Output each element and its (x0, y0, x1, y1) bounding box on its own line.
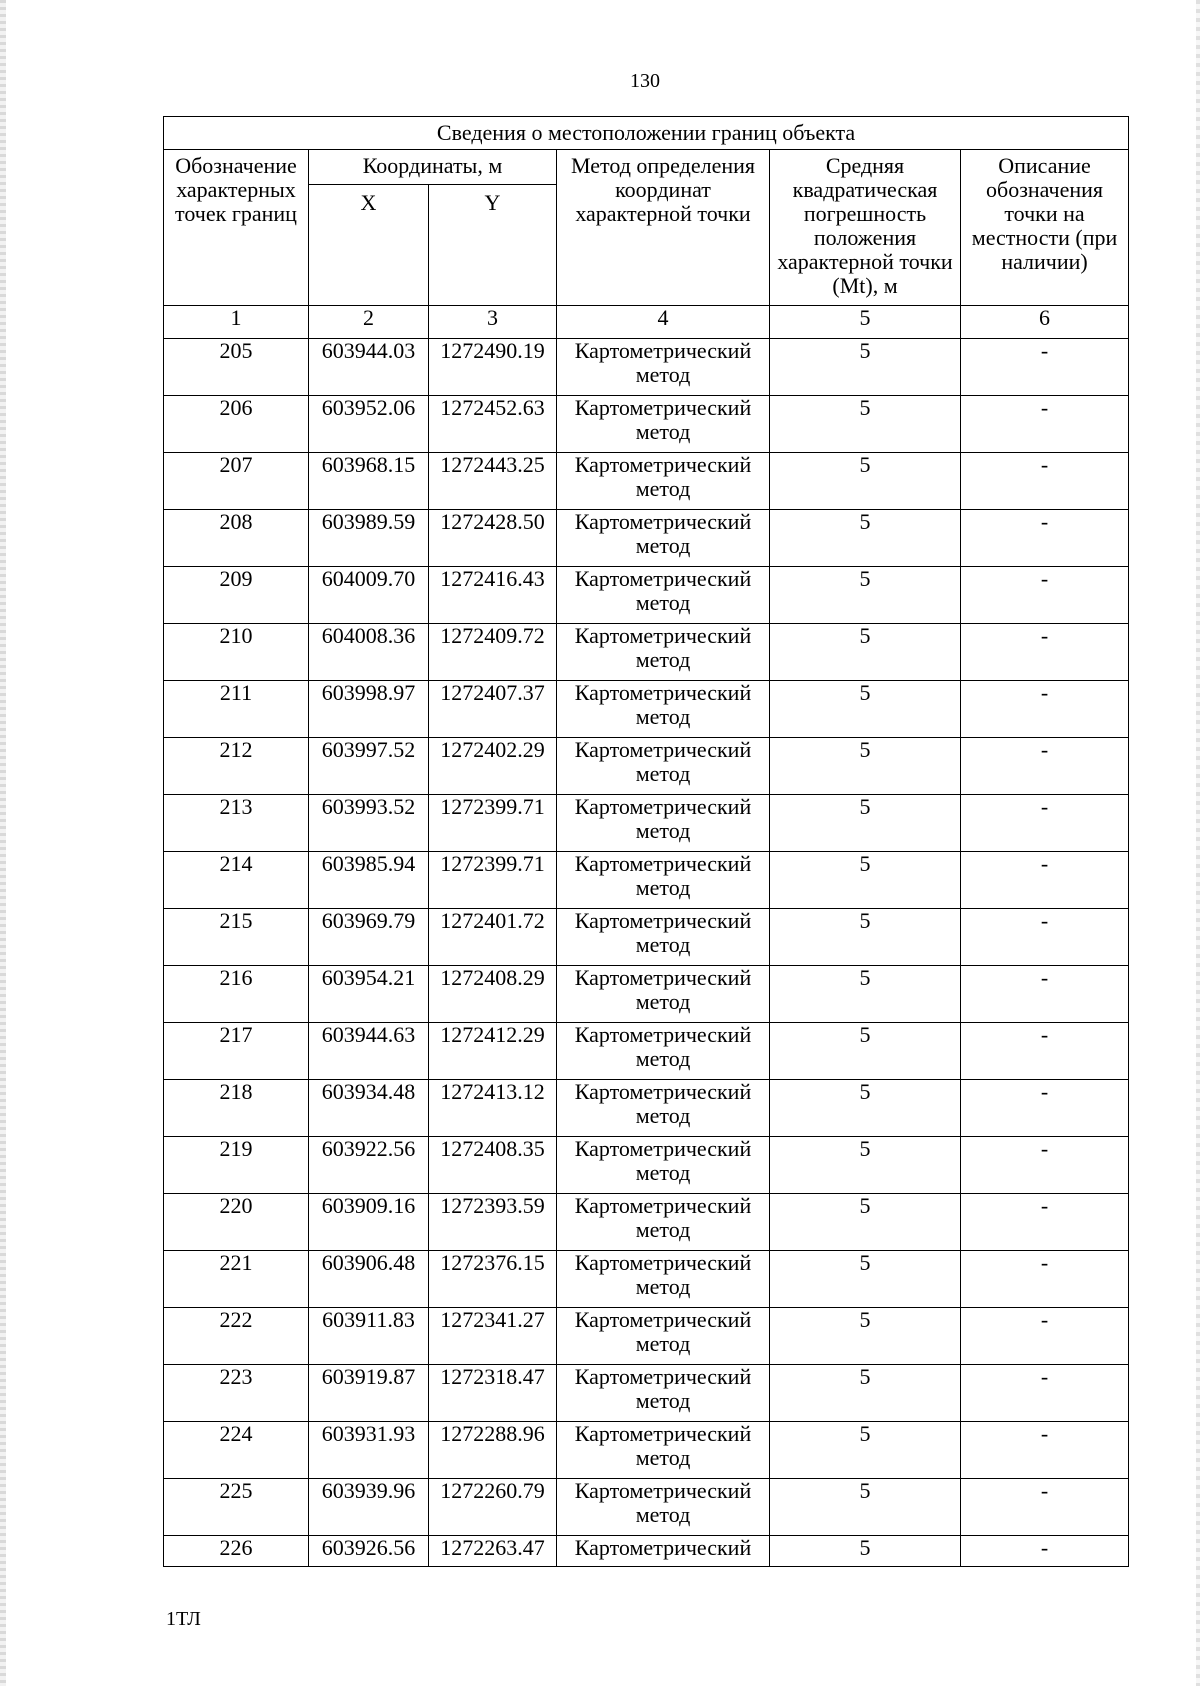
point-description: - (961, 1023, 1129, 1080)
scan-edge-right (1196, 0, 1200, 1686)
point-description: - (961, 681, 1129, 738)
method-cell (557, 339, 770, 396)
method-line-1: Картометрический (574, 395, 752, 420)
mean-square-error: 5 (770, 1536, 961, 1567)
boundary-table (163, 116, 1129, 1567)
coordinate-x: 603998.97 (309, 681, 429, 738)
method-line-1: Картометрический (574, 680, 752, 705)
point-designation: 207 (164, 453, 309, 510)
coordinate-y: 1272443.25 (429, 453, 557, 510)
column-number: 6 (961, 306, 1129, 339)
method-cell (557, 1251, 770, 1308)
scan-edge-left (0, 0, 6, 1686)
mean-square-error: 5 (770, 1023, 961, 1080)
point-description: - (961, 1194, 1129, 1251)
table-row (164, 1536, 1129, 1567)
method-cell (557, 453, 770, 510)
coordinate-x: 603939.96 (309, 1479, 429, 1536)
method-line-1: Картометрический (574, 965, 752, 990)
coordinate-y: 1272341.27 (429, 1308, 557, 1365)
point-designation: 224 (164, 1422, 309, 1479)
coordinate-y: 1272490.19 (429, 339, 557, 396)
header-y: Y (429, 185, 557, 306)
point-designation: 209 (164, 567, 309, 624)
mean-square-error: 5 (770, 396, 961, 453)
method-cell (557, 795, 770, 852)
method-line-2: метод (635, 1160, 691, 1185)
table-row (164, 738, 1129, 795)
mean-square-error: 5 (770, 1194, 961, 1251)
method-line-2: метод (635, 1103, 691, 1128)
column-number: 3 (429, 306, 557, 339)
point-designation: 213 (164, 795, 309, 852)
mean-square-error: 5 (770, 909, 961, 966)
point-designation: 215 (164, 909, 309, 966)
method-cell (557, 1365, 770, 1422)
mean-square-error: 5 (770, 738, 961, 795)
method-cell (557, 510, 770, 567)
table-row (164, 1479, 1129, 1536)
method-line-1: Картометрический (574, 566, 752, 591)
coordinate-y: 1272263.47 (429, 1536, 557, 1567)
method-line-1: Картометрический (574, 794, 752, 819)
method-cell (557, 624, 770, 681)
coordinate-x: 604008.36 (309, 624, 429, 681)
method-line-2: метод (635, 1217, 691, 1242)
point-description: - (961, 396, 1129, 453)
coordinate-y: 1272399.71 (429, 852, 557, 909)
method-line-1: Картометрический (574, 1193, 752, 1218)
coordinate-y: 1272428.50 (429, 510, 557, 567)
column-number: 4 (557, 306, 770, 339)
coordinate-y: 1272412.29 (429, 1023, 557, 1080)
coordinate-y: 1272407.37 (429, 681, 557, 738)
method-line-1: Картометрический (574, 1535, 752, 1560)
point-designation: 208 (164, 510, 309, 567)
method-line-2: метод (635, 476, 691, 501)
mean-square-error: 5 (770, 510, 961, 567)
coordinate-y: 1272402.29 (429, 738, 557, 795)
method-line-1: Картометрический (574, 1364, 752, 1389)
column-number: 1 (164, 306, 309, 339)
coordinate-y: 1272408.29 (429, 966, 557, 1023)
table-row (164, 852, 1129, 909)
method-line-2: метод (635, 1502, 691, 1527)
method-line-1: Картометрический (574, 338, 752, 363)
point-description: - (961, 567, 1129, 624)
method-line-1: Картометрический (574, 1079, 752, 1104)
method-line-1: Картометрический (574, 1421, 752, 1446)
method-cell (557, 738, 770, 795)
point-designation: 222 (164, 1308, 309, 1365)
table-row (164, 681, 1129, 738)
coordinate-x: 603968.15 (309, 453, 429, 510)
page-number: 130 (630, 70, 660, 92)
point-description: - (961, 1308, 1129, 1365)
table-row (164, 966, 1129, 1023)
table-row (164, 1080, 1129, 1137)
point-description: - (961, 624, 1129, 681)
method-line-2: метод (635, 1331, 691, 1356)
point-description: - (961, 339, 1129, 396)
method-line-1: Картометрический (574, 851, 752, 876)
method-line-1: Картометрический (574, 1136, 752, 1161)
table-row (164, 1023, 1129, 1080)
mean-square-error: 5 (770, 1422, 961, 1479)
point-description: - (961, 510, 1129, 567)
point-description: - (961, 1080, 1129, 1137)
method-cell (557, 1308, 770, 1365)
method-line-1: Картометрический (574, 509, 752, 534)
mean-square-error: 5 (770, 1365, 961, 1422)
coordinate-x: 603944.63 (309, 1023, 429, 1080)
method-line-2: метод (635, 1388, 691, 1413)
mean-square-error: 5 (770, 795, 961, 852)
coordinate-y: 1272399.71 (429, 795, 557, 852)
point-designation: 216 (164, 966, 309, 1023)
column-number-row (164, 306, 1129, 339)
method-line-2: метод (635, 1046, 691, 1071)
mean-square-error: 5 (770, 1080, 961, 1137)
method-line-2: метод (635, 818, 691, 843)
coordinate-x: 603989.59 (309, 510, 429, 567)
method-cell (557, 1422, 770, 1479)
mean-square-error: 5 (770, 681, 961, 738)
method-line-1: Картометрический (574, 1478, 752, 1503)
column-number: 5 (770, 306, 961, 339)
point-designation: 219 (164, 1137, 309, 1194)
mean-square-error: 5 (770, 1308, 961, 1365)
column-number: 2 (309, 306, 429, 339)
method-line-2: метод (635, 419, 691, 444)
method-line-1: Картометрический (574, 908, 752, 933)
coordinate-x: 603926.56 (309, 1536, 429, 1567)
coordinate-y: 1272376.15 (429, 1251, 557, 1308)
coordinate-x: 603954.21 (309, 966, 429, 1023)
table-row (164, 909, 1129, 966)
point-description: - (961, 909, 1129, 966)
table-row (164, 339, 1129, 396)
method-cell (557, 681, 770, 738)
point-designation: 214 (164, 852, 309, 909)
table-row (164, 1251, 1129, 1308)
point-designation: 220 (164, 1194, 309, 1251)
point-designation: 206 (164, 396, 309, 453)
mean-square-error: 5 (770, 624, 961, 681)
coordinate-x: 603952.06 (309, 396, 429, 453)
table-row (164, 1422, 1129, 1479)
point-designation: 212 (164, 738, 309, 795)
header-description: Описание обозначения точки на местности (при наличии) (961, 150, 1129, 306)
method-line-2: метод (635, 590, 691, 615)
method-line-2: метод (635, 932, 691, 957)
point-designation: 226 (164, 1536, 309, 1567)
coordinate-y: 1272288.96 (429, 1422, 557, 1479)
header-error: Средняя квадратическая погрешность положения характерной точки (Mt), м (770, 150, 961, 306)
mean-square-error: 5 (770, 966, 961, 1023)
point-description: - (961, 1365, 1129, 1422)
mean-square-error: 5 (770, 1479, 961, 1536)
method-line-1: Картометрический (574, 737, 752, 762)
point-description: - (961, 966, 1129, 1023)
point-description: - (961, 1479, 1129, 1536)
table-row (164, 453, 1129, 510)
coordinate-x: 603969.79 (309, 909, 429, 966)
footer-code: 1ТЛ (166, 1608, 201, 1630)
mean-square-error: 5 (770, 1137, 961, 1194)
coordinate-y: 1272393.59 (429, 1194, 557, 1251)
mean-square-error: 5 (770, 453, 961, 510)
method-cell (557, 1536, 770, 1567)
point-designation: 223 (164, 1365, 309, 1422)
coordinate-y: 1272416.43 (429, 567, 557, 624)
method-cell (557, 567, 770, 624)
method-cell (557, 909, 770, 966)
method-line-1: Картометрический (574, 1250, 752, 1275)
method-cell (557, 396, 770, 453)
header-designation: Обозначение характерных точек границ (164, 150, 309, 306)
coordinate-x: 603906.48 (309, 1251, 429, 1308)
coordinate-y: 1272409.72 (429, 624, 557, 681)
method-line-2: метод (635, 704, 691, 729)
coordinate-x: 603922.56 (309, 1137, 429, 1194)
method-line-1: Картометрический (574, 623, 752, 648)
table-row (164, 396, 1129, 453)
coordinate-y: 1272413.12 (429, 1080, 557, 1137)
method-cell (557, 1023, 770, 1080)
point-designation: 210 (164, 624, 309, 681)
mean-square-error: 5 (770, 852, 961, 909)
table-row (164, 1194, 1129, 1251)
method-line-2: метод (635, 875, 691, 900)
coordinate-y: 1272401.72 (429, 909, 557, 966)
table-row (164, 1137, 1129, 1194)
method-line-1: Картометрический (574, 1022, 752, 1047)
method-line-2: метод (635, 989, 691, 1014)
point-description: - (961, 852, 1129, 909)
point-description: - (961, 795, 1129, 852)
point-designation: 218 (164, 1080, 309, 1137)
table-row (164, 1365, 1129, 1422)
header-method: Метод определения координат характерной точки (557, 150, 770, 306)
mean-square-error: 5 (770, 339, 961, 396)
coordinate-x: 603944.03 (309, 339, 429, 396)
method-cell (557, 1137, 770, 1194)
point-description: - (961, 1536, 1129, 1567)
header-coordinates: Координаты, м (309, 150, 557, 185)
method-line-2: метод (635, 1274, 691, 1299)
point-description: - (961, 738, 1129, 795)
table-row (164, 567, 1129, 624)
coordinate-x: 603934.48 (309, 1080, 429, 1137)
mean-square-error: 5 (770, 567, 961, 624)
method-line-1: Картометрический (574, 452, 752, 477)
point-description: - (961, 1251, 1129, 1308)
header-x: X (309, 185, 429, 306)
coordinate-x: 603919.87 (309, 1365, 429, 1422)
coordinate-y: 1272260.79 (429, 1479, 557, 1536)
table-body (164, 339, 1129, 1567)
table-row (164, 1308, 1129, 1365)
coordinate-x: 603911.83 (309, 1308, 429, 1365)
method-cell (557, 1479, 770, 1536)
table-row (164, 795, 1129, 852)
table-row (164, 510, 1129, 567)
method-line-2: метод (635, 761, 691, 786)
method-cell (557, 1080, 770, 1137)
method-cell (557, 852, 770, 909)
coordinate-y: 1272318.47 (429, 1365, 557, 1422)
method-cell (557, 966, 770, 1023)
mean-square-error: 5 (770, 1251, 961, 1308)
point-designation: 221 (164, 1251, 309, 1308)
coordinate-x: 603931.93 (309, 1422, 429, 1479)
coordinate-x: 604009.70 (309, 567, 429, 624)
method-cell (557, 1194, 770, 1251)
point-description: - (961, 1422, 1129, 1479)
coordinate-x: 603985.94 (309, 852, 429, 909)
coordinate-y: 1272452.63 (429, 396, 557, 453)
method-line-2: метод (635, 1445, 691, 1470)
method-line-1: Картометрический (574, 1307, 752, 1332)
point-description: - (961, 453, 1129, 510)
method-line-2: метод (635, 647, 691, 672)
coordinate-y: 1272408.35 (429, 1137, 557, 1194)
method-line-2: метод (635, 362, 691, 387)
point-designation: 217 (164, 1023, 309, 1080)
table-row (164, 624, 1129, 681)
table-title: Сведения о местоположении границ объекта (164, 117, 1129, 150)
point-description: - (961, 1137, 1129, 1194)
coordinate-x: 603909.16 (309, 1194, 429, 1251)
coordinate-x: 603997.52 (309, 738, 429, 795)
point-designation: 211 (164, 681, 309, 738)
coordinate-x: 603993.52 (309, 795, 429, 852)
point-designation: 225 (164, 1479, 309, 1536)
point-designation: 205 (164, 339, 309, 396)
method-line-2: метод (635, 533, 691, 558)
